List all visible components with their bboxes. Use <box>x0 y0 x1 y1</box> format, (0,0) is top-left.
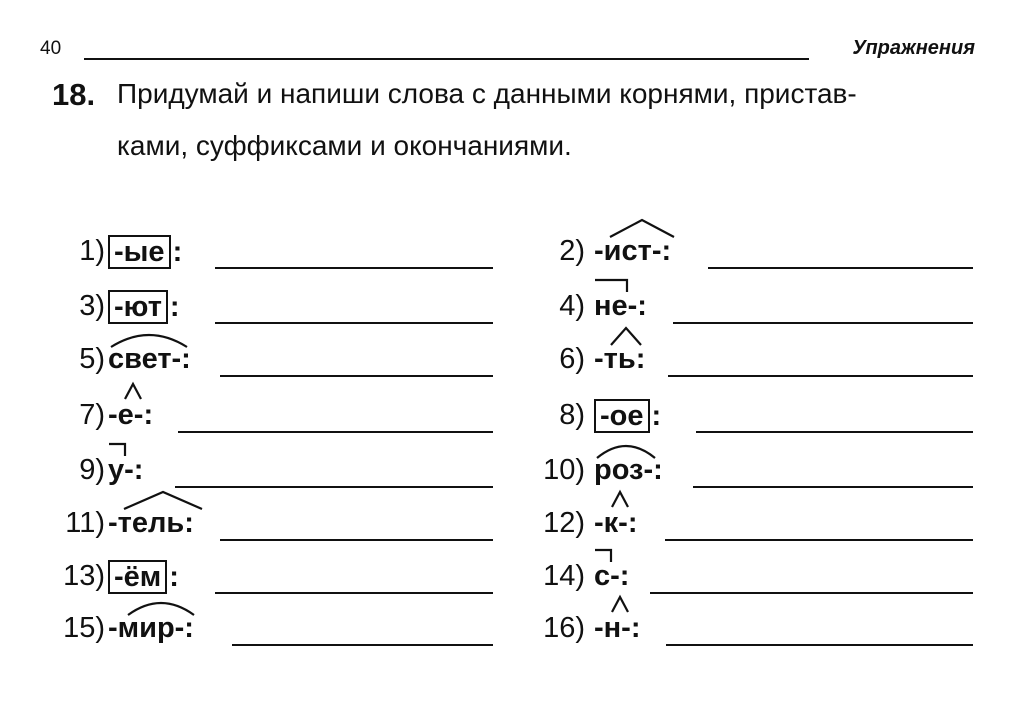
task-text-line-1: Придумай и напиши слова с данными корнями, пристав- <box>117 78 857 109</box>
morpheme-suffix: -к-: <box>594 507 638 539</box>
answer-line[interactable] <box>650 592 973 594</box>
suffix-caret-icon <box>610 489 630 509</box>
exercise-item-12: 12) -к-: <box>530 507 975 547</box>
morpheme-suffix: -н-: <box>594 612 641 644</box>
prefix-bracket-icon <box>594 278 630 294</box>
morpheme-ending: -ют : <box>108 290 180 324</box>
exercise-item-13: 13) -ём : <box>50 560 495 600</box>
exercise-item-14: 14) с-: <box>530 560 975 600</box>
exercise-item-3: 3) -ют : <box>50 290 495 330</box>
answer-line[interactable] <box>708 267 973 269</box>
suffix-caret-icon <box>122 489 204 511</box>
page-number: 40 <box>40 38 62 59</box>
page-header <box>40 38 975 62</box>
answer-line[interactable] <box>665 539 973 541</box>
answer-line[interactable] <box>215 592 493 594</box>
root-arc-icon <box>108 329 190 349</box>
exercise-item-2: 2) -ист-: <box>530 235 975 275</box>
answer-line[interactable] <box>175 486 493 488</box>
morpheme-suffix: -ист-: <box>594 235 672 267</box>
exercise-item-10: 10) роз-: <box>530 454 975 494</box>
answer-line[interactable] <box>673 322 973 324</box>
morpheme-root: свет-: <box>108 343 191 375</box>
exercise-item-5: 5) свет-: <box>50 343 495 383</box>
root-arc-icon <box>125 597 197 617</box>
morpheme-root: -мир-: <box>108 612 194 644</box>
morpheme-ending: -ые : <box>108 235 182 269</box>
answer-line[interactable] <box>668 375 973 377</box>
exercise-item-6: 6) -ть: <box>530 343 975 383</box>
morpheme-prefix: не-: <box>594 290 647 322</box>
prefix-bracket-icon <box>108 442 128 458</box>
morpheme-prefix: с-: <box>594 560 630 592</box>
header-rule <box>84 58 809 60</box>
suffix-caret-icon <box>609 325 643 347</box>
morpheme-prefix: у-: <box>108 454 144 486</box>
answer-line[interactable] <box>178 431 493 433</box>
task-number: 18. <box>52 77 96 112</box>
exercise-item-11: 11) -тель: <box>50 507 495 547</box>
morpheme-root: роз-: <box>594 454 663 486</box>
morpheme-ending: -ое : <box>594 399 661 433</box>
section-title: Упражнения <box>852 37 975 59</box>
morpheme-suffix: -ть: <box>594 343 646 375</box>
exercise-item-16: 16) -н-: <box>530 612 975 652</box>
exercise-item-1: 1) -ые : <box>50 235 495 275</box>
exercise-item-4: 4) не-: <box>530 290 975 330</box>
answer-line[interactable] <box>220 375 493 377</box>
answer-line[interactable] <box>693 486 973 488</box>
suffix-caret-icon <box>123 381 143 401</box>
exercise-item-15: 15) -мир-: <box>50 612 495 652</box>
exercise-item-9: 9) у-: <box>50 454 495 494</box>
answer-line[interactable] <box>220 539 493 541</box>
answer-line[interactable] <box>215 267 493 269</box>
task-text-line-2: ками, суффиксами и окончаниями. <box>117 130 572 161</box>
answer-line[interactable] <box>666 644 973 646</box>
morpheme-suffix: -тель: <box>108 507 194 539</box>
suffix-caret-icon <box>610 594 630 614</box>
answer-line[interactable] <box>232 644 493 646</box>
suffix-caret-icon <box>608 217 676 239</box>
morpheme-suffix: -е-: <box>108 399 154 431</box>
morpheme-ending: -ём : <box>108 560 179 594</box>
answer-line[interactable] <box>696 431 973 433</box>
answer-line[interactable] <box>215 322 493 324</box>
exercise-item-8: 8) -ое : <box>530 399 975 439</box>
root-arc-icon <box>594 440 658 460</box>
prefix-bracket-icon <box>594 548 614 564</box>
exercise-item-7: 7) -е-: <box>50 399 495 439</box>
